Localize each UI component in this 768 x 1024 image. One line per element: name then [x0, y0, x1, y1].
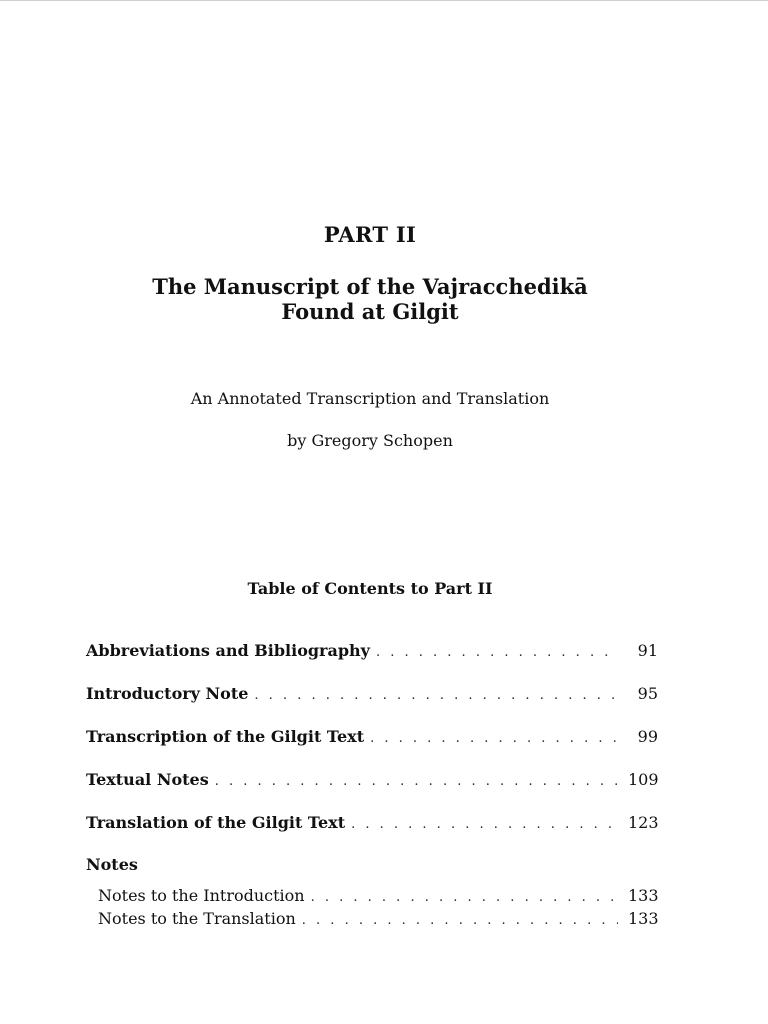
toc-sub-entry-page: 133 — [628, 886, 659, 905]
toc-entry-label: Transcription of the Gilgit Text — [86, 727, 365, 746]
toc-entry-page: 99 — [637, 727, 658, 746]
dot-leader — [351, 817, 618, 832]
toc-entry-label: Textual Notes — [86, 770, 209, 789]
book-title-line-2: Found at Gilgit — [281, 299, 459, 324]
toc-entry[interactable] — [86, 813, 658, 835]
subtitle: An Annotated Transcription and Translation — [190, 389, 550, 408]
toc-sub-entry-label: Notes to the Translation — [98, 909, 296, 928]
toc-entry-label: Abbreviations and Bibliography — [86, 641, 370, 660]
dot-leader — [370, 731, 618, 746]
book-title — [0, 274, 740, 324]
toc-entry[interactable] — [86, 641, 658, 663]
toc-sub-entry-page: 133 — [628, 909, 659, 928]
toc-entry-label: Translation of the Gilgit Text — [86, 813, 346, 832]
part-title: PART II — [323, 222, 417, 247]
toc-sub-entry[interactable] — [98, 886, 658, 908]
book-title-line-1: The Manuscript of the Vajracchedikā — [152, 274, 588, 299]
dot-leader — [311, 890, 618, 905]
toc-entry[interactable] — [86, 684, 658, 706]
toc-entry[interactable] — [86, 727, 658, 749]
toc-entry-page: 95 — [637, 684, 658, 703]
toc-heading: Table of Contents to Part II — [247, 579, 493, 598]
toc-entry-page: 109 — [628, 770, 659, 789]
dot-leader — [215, 774, 618, 789]
dot-leader — [376, 645, 618, 660]
toc-entry-label: Introductory Note — [86, 684, 249, 703]
top-border-line — [0, 0, 768, 1]
author-byline: by Gregory Schopen — [287, 431, 453, 450]
toc-entry-page: 123 — [628, 813, 659, 832]
toc-sub-entry[interactable] — [98, 909, 658, 931]
toc-sub-entry-label: Notes to the Introduction — [98, 886, 305, 905]
toc-entry-page: 91 — [637, 641, 658, 660]
toc-entry[interactable] — [86, 770, 658, 792]
dot-leader — [302, 913, 618, 928]
notes-heading: Notes — [86, 855, 138, 874]
dot-leader — [254, 688, 618, 703]
